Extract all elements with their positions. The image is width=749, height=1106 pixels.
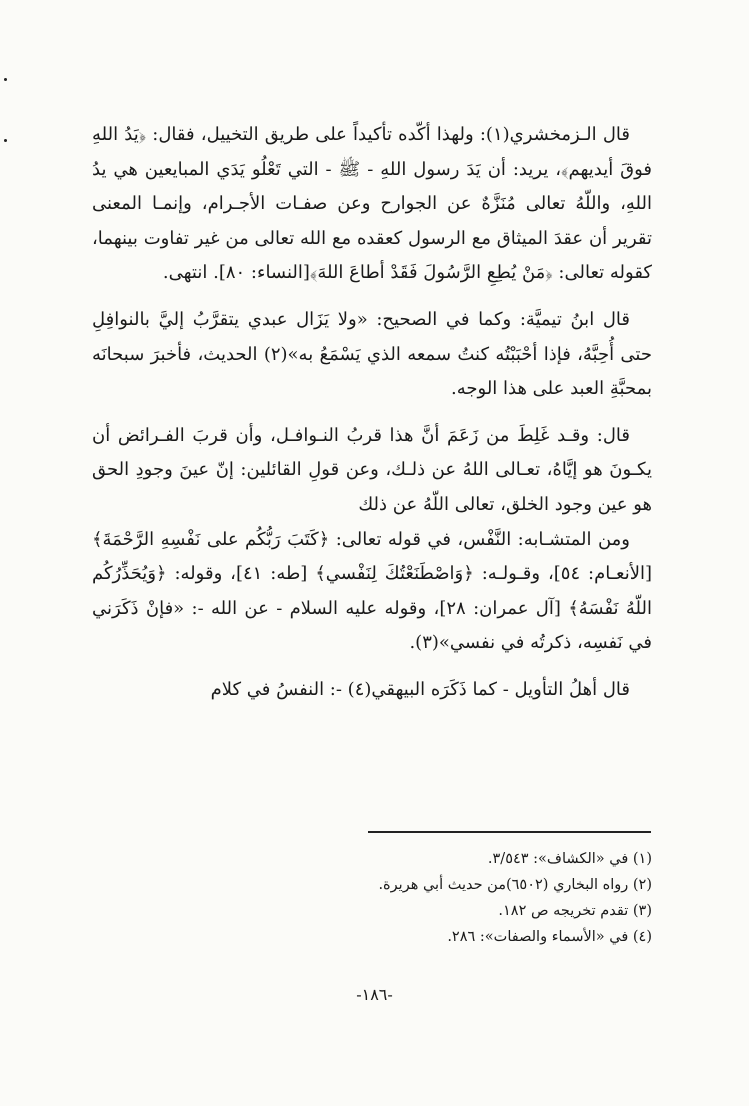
footnotes	[240, 846, 652, 950]
footnote-3: (٣) تقدم تخريجه ص ١٨٢.	[498, 903, 652, 919]
paragraph-zamakhshari: قال الـزمخشري(١): ولهذا أكّده تأكيداً على طريق التخييل، فقال: ﴿يَدُ اللهِ فوقَ أيديهم﴾، يريد: أن يَدَ رسول اللهِ - ﷺ - التي تَعْلُو يَدَي المبايعين هي يدُ اللهِ، واللّهُ تعالى مُنَزَّهٌ عن الجوارح وعن صفـات الأجـرام، وإنمـا المعنى تقرير أن عقدَ الميثاق مع الرسول كعقده مع الله تعالى من غير تفاوت بينهما، كقوله تعالى: ﴿مَنْ يُطِعِ الرَّسُولَ فَقَدْ أطاعَ اللهَ﴾[النساء: ٨٠]. انتهى.	[92, 124, 652, 284]
footnote-2: (٢) رواه البخاري (٦٥٠٢)من حديث أبي هريرة.	[378, 877, 652, 893]
page-number: -١٨٦-	[356, 985, 393, 1004]
margin-mark	[4, 139, 7, 142]
main-text	[92, 118, 652, 708]
footnote-separator	[368, 831, 651, 833]
paragraph-mutashabih-nafs: ومن المتشـابه: النَّفْس، في قوله تعالى: ﴿كَتَبَ رَبُّكُم على نَفْسِهِ الرَّحْمَةَ﴾ [الأنعـام: ٥٤]، وقـولـه: ﴿وَاصْطَنَعْتُكَ لِنَفْسي﴾ [طه: ٤١]، وقوله: ﴿وَيُحَذِّرُكُم اللّهُ نَفْسَهُ﴾ [آل عمران: ٢٨]، وقوله عليه السلام - عن الله -: «فإنْ ذَكَرَني في نَفسِه، ذكرتُه في نفسي»(٣).	[92, 528, 653, 654]
margin-mark	[4, 78, 7, 81]
paragraph-refutation: قال: وقـد غَلِطَ من زَعَمَ أنَّ هذا قربُ النـوافـل، وأن قربَ الفـرائض أن يكـونَ هو إيَّاهُ، تعـالى اللهُ عن ذلـك، وعن قولِ القائلين: إنّ عينَ وجودِ الحق هو عين وجود الخلق، تعالى اللّهُ عن ذلك	[92, 424, 652, 515]
footnote-4: (٤) في «الأسماء والصفات»: ٢٨٦.	[447, 929, 652, 945]
paragraph-ahl-tawil: قال أهلُ التأويل - كما ذَكَرَه البيهقي(٤) -: النفسُ في كلام	[210, 678, 630, 700]
footnote-1: (١) في «الكشاف»: ٣/٥٤٣.	[487, 851, 652, 867]
paragraph-ibn-taymiyya: قال ابنُ تيميَّة: وكما في الصحيح: «ولا يَزَال عبدي يتقرَّبُ إليَّ بالنوافِلِ حتى أُحِبَّهُ، فإذا أحْبَبْتُه كنتُ سمعه الذي يَسْمَعُ به»(٢) الحديث، فأخبرَ سبحانَه بمحبَّةِ العبد على هذا الوجه.	[92, 308, 652, 400]
